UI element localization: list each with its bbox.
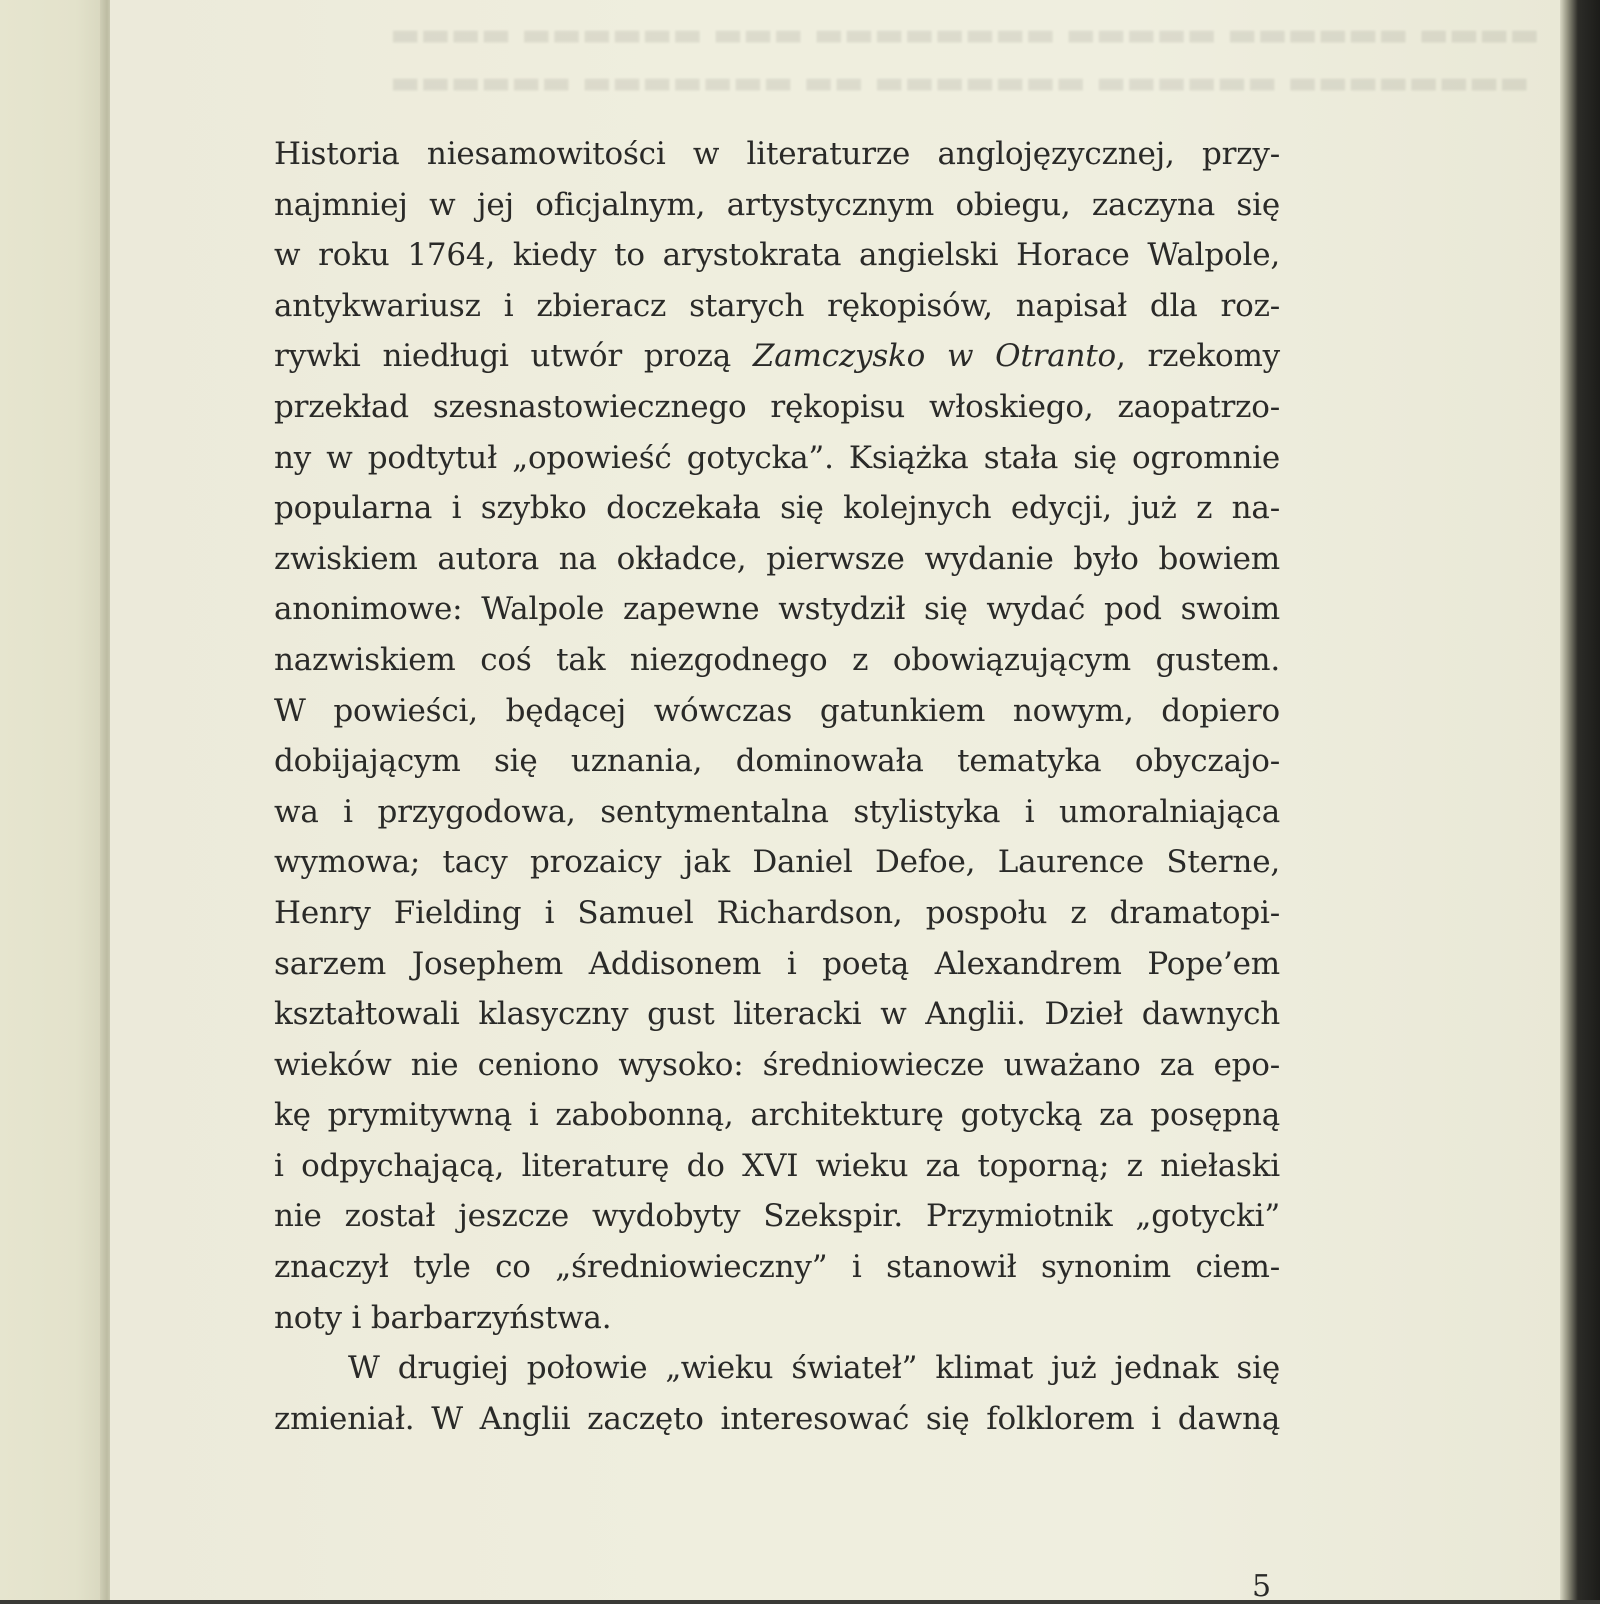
- text-line: przekład szesnastowiecznego rękopisu włoskiego, zaopatrzo-: [274, 388, 1280, 425]
- text-line: dobijającym się uznania, dominowała tematyka obyczajo-: [274, 743, 1280, 780]
- body-text: [274, 129, 1280, 1444]
- page-edge-shadow: [1560, 0, 1600, 1600]
- text-line: najmniej w jej oficjalnym, artystycznym obiegu, zaczyna się: [274, 186, 1280, 223]
- text-line: zwiskiem autora na okładce, pierwsze wydanie było bowiem: [274, 540, 1280, 577]
- text-line: wa i przygodowa, sentymentalna stylistyka i umoralniająca: [274, 793, 1280, 830]
- page-number: 5: [1252, 1569, 1272, 1604]
- text-line: Henry Fielding i Samuel Richardson, pospołu z dramatopi-: [274, 894, 1280, 931]
- text-line: wieków nie ceniono wysoko: średniowiecze uważano za epo-: [274, 1046, 1280, 1083]
- text-line: anonimowe: Walpole zapewne wstydził się wydać pod swoim: [274, 591, 1280, 628]
- text-line: znaczył tyle co „średniowieczny” i stanowił synonim ciem-: [274, 1249, 1280, 1286]
- text-line: i odpychającą, literaturę do XVI wieku za toporną; z niełaski: [274, 1147, 1280, 1184]
- text-line: nazwiskiem coś tak niezgodnego z obowiązującym gustem.: [274, 641, 1280, 678]
- text-line: ny w podtytuł „opowieść gotycka”. Książka stała się ogromnie: [274, 439, 1280, 476]
- paragraph-1: [274, 129, 1280, 1343]
- show-through-text: ▬▬▬▬ ▬▬▬▬▬▬ ▬▬▬ ▬▬▬▬▬▬▬▬ ▬▬▬▬▬ ▬▬▬▬▬▬ ▬▬▬▬ ▬▬▬▬▬▬ ▬▬▬▬▬▬▬ ▬▬ ▬▬▬▬▬▬▬ ▬▬▬▬▬▬ ▬▬▬▬▬▬▬▬: [390, 15, 1540, 101]
- text-line: kę prymitywną i zabobonną, architekturę gotycką za posępną: [274, 1097, 1280, 1134]
- text-line: nie został jeszcze wydobyty Szekspir. Przymiotnik „gotycki”: [274, 1198, 1280, 1235]
- left-page: [0, 0, 108, 1600]
- text-line: sarzem Josephem Addisonem i poetą Alexandrem Pope’em: [274, 945, 1280, 982]
- text-line: wymowa; tacy prozaicy jak Daniel Defoe, Laurence Sterne,: [274, 844, 1280, 881]
- text-line: W powieści, będącej wówczas gatunkiem nowym, dopiero: [274, 692, 1280, 729]
- text-line: popularna i szybko doczekała się kolejnych edycji, już z na-: [274, 490, 1280, 527]
- book-title: Zamczysko w Otranto: [752, 338, 1117, 375]
- text-line: W drugiej połowie „wieku świateł” klimat już jednak się: [348, 1350, 1280, 1387]
- text-line: Historia niesamowitości w literaturze anglojęzycznej, przy-: [274, 136, 1280, 172]
- text-fragment: rywki niedługi utwór prozą: [274, 338, 753, 375]
- paragraph-2: [274, 1343, 1280, 1444]
- text-line: zmieniał. W Anglii zaczęto interesować się folklorem i dawną: [274, 1400, 1280, 1437]
- text-line: [274, 331, 1280, 382]
- text-fragment: , rzekomy: [1116, 338, 1280, 375]
- text-line: antykwariusz i zbieracz starych rękopisów, napisał dla roz-: [274, 287, 1280, 324]
- text-line: kształtowali klasyczny gust literacki w Anglii. Dzieł dawnych: [274, 996, 1280, 1033]
- text-line: w roku 1764, kiedy to arystokrata angielski Horace Walpole,: [274, 237, 1280, 274]
- text-line: noty i barbarzyństwa.: [274, 1299, 612, 1336]
